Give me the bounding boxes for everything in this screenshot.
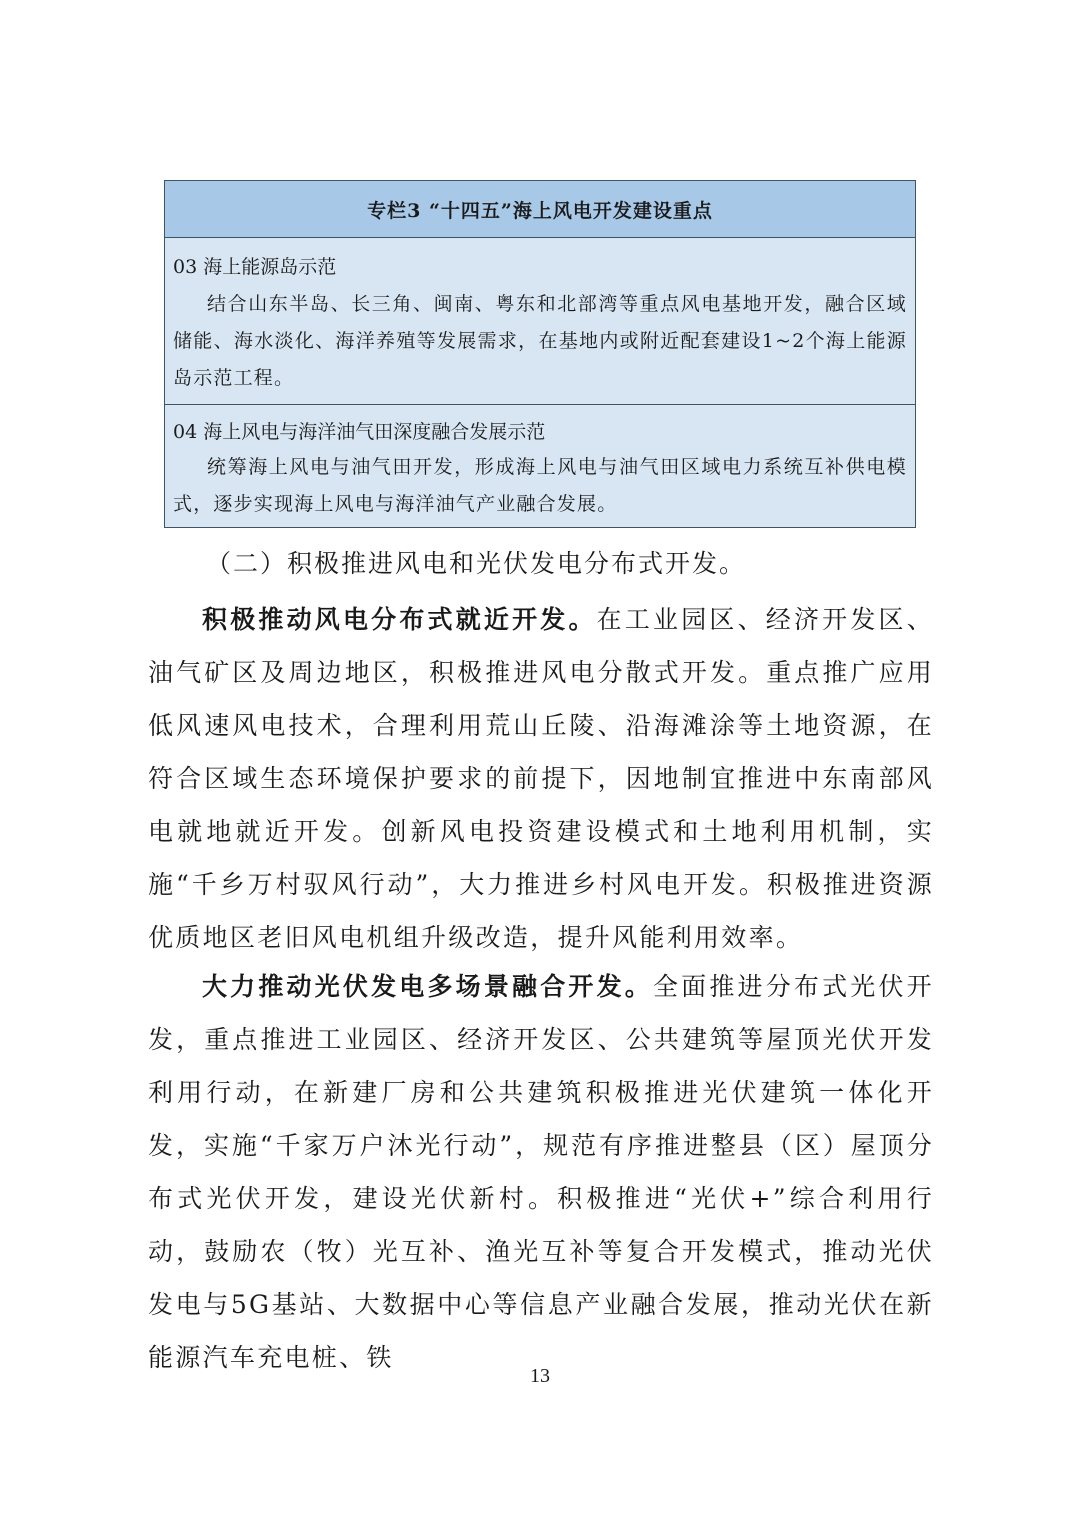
column-section-04 <box>165 405 915 527</box>
section-heading: 04 海上风电与海洋油气田深度融合发展示范 <box>173 421 546 443</box>
section-body: 结合山东半岛、长三角、闽南、粤东和北部湾等重点风电基地开发，融合区域储能、海水淡化、海洋养殖等发展需求，在基地内或附近配套建设1~2个海上能源岛示范工程。 <box>173 293 907 389</box>
section-body: 统筹海上风电与油气田开发，形成海上风电与油气田区域电力系统互补供电模式，逐步实现海上风电与海洋油气产业融合发展。 <box>173 456 907 515</box>
paragraph-lead: 积极推动风电分布式就近开发。 <box>202 605 597 634</box>
page-number: 13 <box>530 1365 550 1387</box>
section-heading-2: （二）积极推进风电和光伏发电分布式开发。 <box>206 549 747 578</box>
paragraph-wind <box>148 593 934 964</box>
column-title: 专栏3 “十四五”海上风电开发建设重点 <box>165 181 915 238</box>
section-heading: 03 海上能源岛示范 <box>173 256 337 278</box>
paragraph-text: 在工业园区、经济开发区、油气矿区及周边地区，积极推进风电分散式开发。重点推广应用低风速风电技术，合理利用荒山丘陵、沿海滩涂等土地资源，在符合区域生态环境保护要求的前提下，因地制宜推进中东南部风电就地就近开发。创新风电投资建设模式和土地利用机制，实施“千乡万村驭风行动”，大力推进乡村风电开发。积极推进资源优质地区老旧风电机组升级改造，提升风能利用效率。 <box>148 605 935 952</box>
column-box <box>164 180 916 528</box>
paragraph-solar <box>148 960 934 1384</box>
column-section-03 <box>165 238 915 405</box>
paragraph-lead: 大力推动光伏发电多场景融合开发。 <box>202 972 653 1001</box>
paragraph-text: 全面推进分布式光伏开发，重点推进工业园区、经济开发区、公共建筑等屋顶光伏开发利用行动，在新建厂房和公共建筑积极推进光伏建筑一体化开发，实施“千家万户沐光行动”，规范有序推进整县（区）屋顶分布式光伏开发，建设光伏新村。积极推进“光伏+”综合利用行动，鼓励农（牧）光互补、渔光互补等复合开发模式，推动光伏发电与5G基站、大数据中心等信息产业融合发展，推动光伏在新能源汽车充电桩、铁 <box>148 972 934 1372</box>
